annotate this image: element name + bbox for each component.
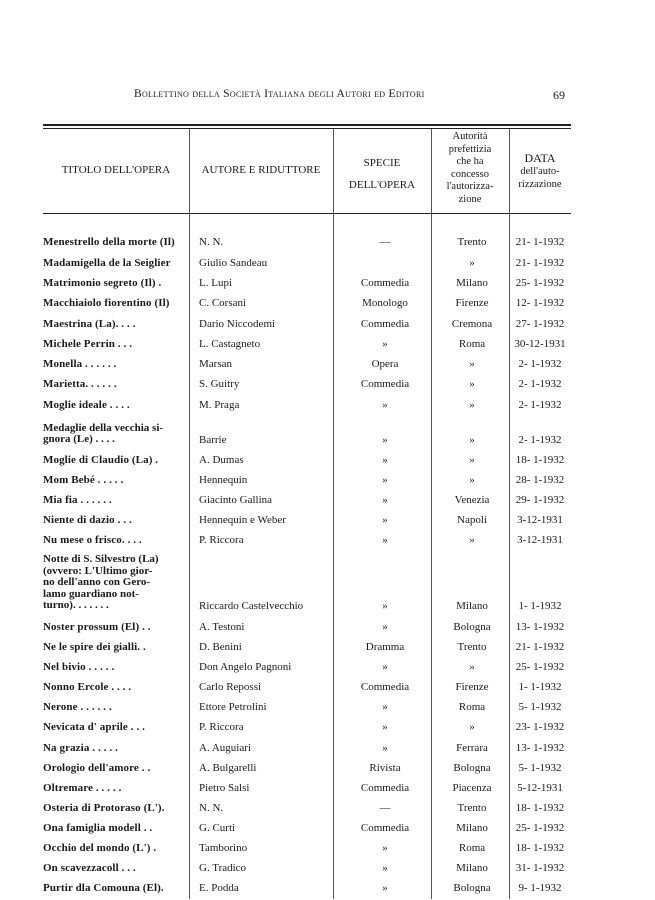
opera-title: Osteria di Protoraso (L').: [43, 802, 165, 814]
opera-title: Mom Bebé . . . . .: [43, 474, 124, 486]
opera-author: G. Tradico: [199, 862, 247, 874]
authority-city: Firenze: [455, 297, 489, 309]
opera-author: N. N.: [199, 802, 224, 814]
authority-city: Trento: [457, 641, 487, 653]
column-header-autorita-line: Autorità: [452, 131, 488, 142]
opera-specie: »: [382, 862, 388, 874]
opera-title: Oltremare . . . . .: [43, 782, 122, 794]
opera-author: Marsan: [199, 358, 232, 370]
opera-author: Ettore Petrolini: [199, 701, 267, 713]
column-header-specie: [333, 152, 431, 196]
opera-author: N. N.: [199, 236, 224, 248]
authority-city: »: [469, 474, 475, 486]
opera-specie: Commedia: [360, 681, 410, 693]
opera-specie: »: [382, 494, 388, 506]
opera-author: Dario Niccodemi: [199, 318, 276, 330]
opera-author: Tamborino: [199, 842, 248, 854]
opera-specie: »: [382, 842, 388, 854]
column-header-titolo: TITOLO DELL'OPERA: [61, 164, 171, 176]
authority-city: »: [469, 257, 475, 269]
running-header: [0, 88, 655, 104]
opera-specie: »: [382, 661, 388, 673]
top-rule-thin: [43, 128, 571, 129]
opera-specie: »: [382, 514, 388, 526]
authorization-date: 25- 1-1932: [515, 277, 565, 289]
page-number: 69: [553, 88, 565, 102]
opera-title-line: no dell'anno con Gero-: [43, 576, 151, 588]
opera-title: Monella . . . . . .: [43, 358, 117, 370]
opera-author: P. Riccora: [199, 721, 244, 733]
authorization-date: 13- 1-1932: [515, 621, 565, 633]
opera-specie: Commedia: [360, 378, 410, 390]
authority-city: »: [469, 661, 475, 673]
opera-title: Maestrina (La). . . .: [43, 318, 136, 330]
column-header-autorita-line: zione: [458, 193, 482, 205]
opera-specie: »: [382, 721, 388, 733]
opera-title-line: Notte di S. Silvestro (La): [43, 553, 159, 565]
opera-specie: »: [382, 742, 388, 754]
opera-title: Moglie di Claudio (La) .: [43, 454, 159, 466]
column-header-autorita-line: che ha: [456, 156, 484, 167]
opera-author: Pietro Salsi: [199, 782, 250, 794]
column-header-autorita-line: prefettizia: [448, 143, 492, 155]
opera-author: A. Dumas: [199, 454, 244, 466]
authority-city: »: [469, 434, 475, 446]
authorization-date: 27- 1-1932: [515, 318, 565, 330]
authorization-date: 29- 1-1932: [515, 494, 565, 506]
opera-specie: Dramma: [365, 641, 405, 653]
opera-specie: »: [382, 434, 388, 446]
authorization-date: 2- 1-1932: [518, 399, 562, 411]
opera-title-line: (ovvero: L'Ultimo gior-: [43, 564, 153, 577]
authority-city: Milano: [456, 277, 488, 289]
opera-specie: »: [382, 338, 388, 350]
opera-author: Giulio Sandeau: [199, 257, 268, 269]
authorization-date: 18- 1-1932: [515, 454, 565, 466]
authorization-date: 28- 1-1932: [515, 474, 565, 486]
opera-title: Macchiaiolo fiorentino (Il): [43, 297, 170, 309]
opera-specie: »: [382, 474, 388, 486]
column-header-specie-line: DELL'OPERA: [348, 179, 416, 191]
authority-city: Milano: [456, 600, 488, 612]
authority-city: Piacenza: [452, 782, 492, 794]
authorization-date: 25- 1-1932: [515, 661, 565, 673]
opera-title: [43, 423, 163, 446]
opera-specie: Commedia: [360, 318, 410, 330]
authorization-date: 5- 1-1932: [518, 762, 562, 774]
opera-author: Hennequin e Weber: [199, 514, 286, 526]
authorization-date: 5- 1-1932: [518, 701, 562, 713]
opera-title: Madamigella de la Seiglier: [43, 257, 171, 269]
opera-title-line: Medaglie della vecchia si-: [43, 421, 164, 434]
header-bottom-rule: [43, 213, 571, 214]
opera-author: D. Benini: [199, 641, 242, 653]
opera-title: Nevicata d' aprile . . .: [43, 721, 145, 733]
authority-city: Roma: [458, 338, 486, 350]
opera-title: Matrimonio segreto (Il) .: [43, 277, 162, 289]
opera-author: Carlo Repossi: [199, 681, 262, 693]
opera-specie: »: [382, 701, 388, 713]
authority-city: Roma: [458, 701, 486, 713]
opera-title: Purtir dla Comouna (El).: [43, 882, 164, 894]
authorization-date: 21- 1-1932: [515, 257, 565, 269]
opera-title-line: lamo guardiano not-: [43, 587, 139, 600]
opera-title: Niente di dazio . . .: [43, 514, 132, 526]
authority-city: Bologna: [453, 621, 491, 633]
authorization-date: 3-12-1931: [517, 514, 563, 526]
opera-author: Hennequin: [199, 474, 248, 486]
authorization-date: 25- 1-1932: [515, 822, 565, 834]
column-header-data-line: rizzazione: [518, 178, 562, 190]
opera-title: Na grazia . . . . .: [43, 742, 118, 754]
column-divider: [189, 129, 190, 899]
opera-title: Moglie ideale . . . .: [43, 399, 130, 411]
authorization-date: 1- 1-1932: [518, 600, 562, 612]
authorization-date: 13- 1-1932: [515, 742, 565, 754]
column-header-autorita: [431, 131, 509, 206]
authorization-date: 1- 1-1932: [518, 681, 562, 693]
authority-city: Milano: [456, 862, 488, 874]
top-rule: [43, 124, 571, 126]
authorization-date: 9- 1-1932: [518, 882, 562, 894]
opera-title-line: turno). . . . . . .: [43, 599, 109, 611]
opera-title: Mia fia . . . . . .: [43, 494, 112, 506]
opera-title: Orologio dell'amore . .: [43, 762, 151, 774]
opera-title: Nel bivio . . . . .: [43, 661, 115, 673]
opera-title: Ona famiglia modell . .: [43, 822, 153, 834]
opera-specie: Opera: [371, 358, 399, 370]
authority-city: Trento: [457, 236, 487, 248]
authorization-date: 18- 1-1932: [515, 802, 565, 814]
authorization-date: 30-12-1931: [514, 338, 566, 350]
authority-city: »: [469, 399, 475, 411]
opera-author: Don Angelo Pagnoni: [199, 661, 292, 673]
authority-city: Cremona: [451, 318, 493, 330]
authorization-date: 2- 1-1932: [518, 358, 562, 370]
opera-title: On scavezzacoll . . .: [43, 862, 136, 874]
opera-title: Occhio del mondo (L') .: [43, 842, 157, 854]
opera-specie: Monologo: [362, 297, 408, 309]
journal-title: Bollettino della Società Italiana degli Autori ed Editori: [134, 88, 425, 100]
opera-specie: Rivista: [369, 762, 401, 774]
opera-title-line: gnora (Le) . . . .: [43, 433, 115, 445]
authorization-date: 21- 1-1932: [515, 641, 565, 653]
authority-city: Milano: [456, 822, 488, 834]
authorization-date: 21- 1-1932: [515, 236, 565, 248]
opera-title: Nonno Ercole . . . .: [43, 681, 132, 693]
column-header-autorita-line: concesso: [451, 168, 489, 180]
opera-author: L. Castagneto: [199, 338, 261, 350]
opera-specie: »: [382, 600, 388, 612]
authority-city: Firenze: [455, 681, 489, 693]
authority-city: Venezia: [454, 494, 490, 506]
opera-author: P. Riccora: [199, 534, 244, 546]
opera-specie: Commedia: [360, 782, 410, 794]
opera-author: A. Auguiari: [199, 742, 251, 754]
opera-specie: Commedia: [360, 822, 410, 834]
opera-author: M. Praga: [199, 399, 240, 411]
opera-author: A. Testoni: [199, 621, 245, 633]
column-header-specie-line: SPECIE: [363, 157, 401, 169]
opera-title: Michele Perrin . . .: [43, 338, 133, 350]
authority-city: »: [469, 721, 475, 733]
authorization-date: 2- 1-1932: [518, 434, 562, 446]
column-header-data-line: DATA: [524, 151, 556, 165]
opera-specie: »: [382, 454, 388, 466]
opera-title: Marietta. . . . . .: [43, 378, 117, 390]
authority-city: Roma: [458, 842, 486, 854]
opera-specie: »: [382, 882, 388, 894]
authorization-date: 12- 1-1932: [515, 297, 565, 309]
opera-author: L. Lupi: [199, 277, 232, 289]
authorization-date: 18- 1-1932: [515, 842, 565, 854]
opera-author: E. Podda: [199, 882, 239, 894]
authorization-date: 2- 1-1932: [518, 378, 562, 390]
column-header-autore: AUTORE E RIDUTTORE: [201, 164, 321, 176]
authority-city: »: [469, 358, 475, 370]
authority-city: Trento: [457, 802, 487, 814]
opera-author: A. Bulgarelli: [199, 762, 257, 774]
column-header-data: [509, 150, 571, 191]
authority-city: Bologna: [453, 762, 491, 774]
authorization-date: 31- 1-1932: [515, 862, 565, 874]
opera-specie: —: [379, 236, 391, 248]
authority-city: »: [469, 454, 475, 466]
authority-city: Bologna: [453, 882, 491, 894]
opera-author: S. Guitry: [199, 378, 240, 390]
column-divider: [333, 129, 334, 899]
opera-specie: —: [379, 802, 391, 814]
opera-title: Menestrello della morte (Il): [43, 236, 175, 248]
authority-city: »: [469, 534, 475, 546]
column-header-data-line: dell'auto-: [520, 166, 560, 177]
authorization-date: 3-12-1931: [517, 534, 563, 546]
authorization-date: 5-12-1931: [517, 782, 563, 794]
opera-author: G. Curti: [199, 822, 236, 834]
opera-author: Barrie: [199, 434, 227, 446]
authority-city: Napoli: [457, 514, 487, 526]
opera-specie: »: [382, 621, 388, 633]
opera-specie: Commedia: [360, 277, 410, 289]
opera-specie: »: [382, 399, 388, 411]
opera-author: C. Corsani: [199, 297, 247, 309]
authority-city: »: [469, 378, 475, 390]
authorization-date: 23- 1-1932: [515, 721, 565, 733]
column-header-autorita-line: l'autorizza-: [446, 181, 494, 192]
opera-author: Riccardo Castelvecchio: [199, 600, 304, 612]
opera-title: Nu mese o frisco. . . .: [43, 534, 142, 546]
opera-specie: »: [382, 534, 388, 546]
authority-city: Ferrara: [456, 742, 488, 754]
opera-title: Ne le spire dei gialli. .: [43, 641, 146, 653]
opera-title: Noster prossum (El) . .: [43, 621, 151, 633]
opera-title: [43, 554, 159, 612]
opera-title: Nerone . . . . . .: [43, 701, 112, 713]
opera-author: Giacinto Gallina: [199, 494, 273, 506]
